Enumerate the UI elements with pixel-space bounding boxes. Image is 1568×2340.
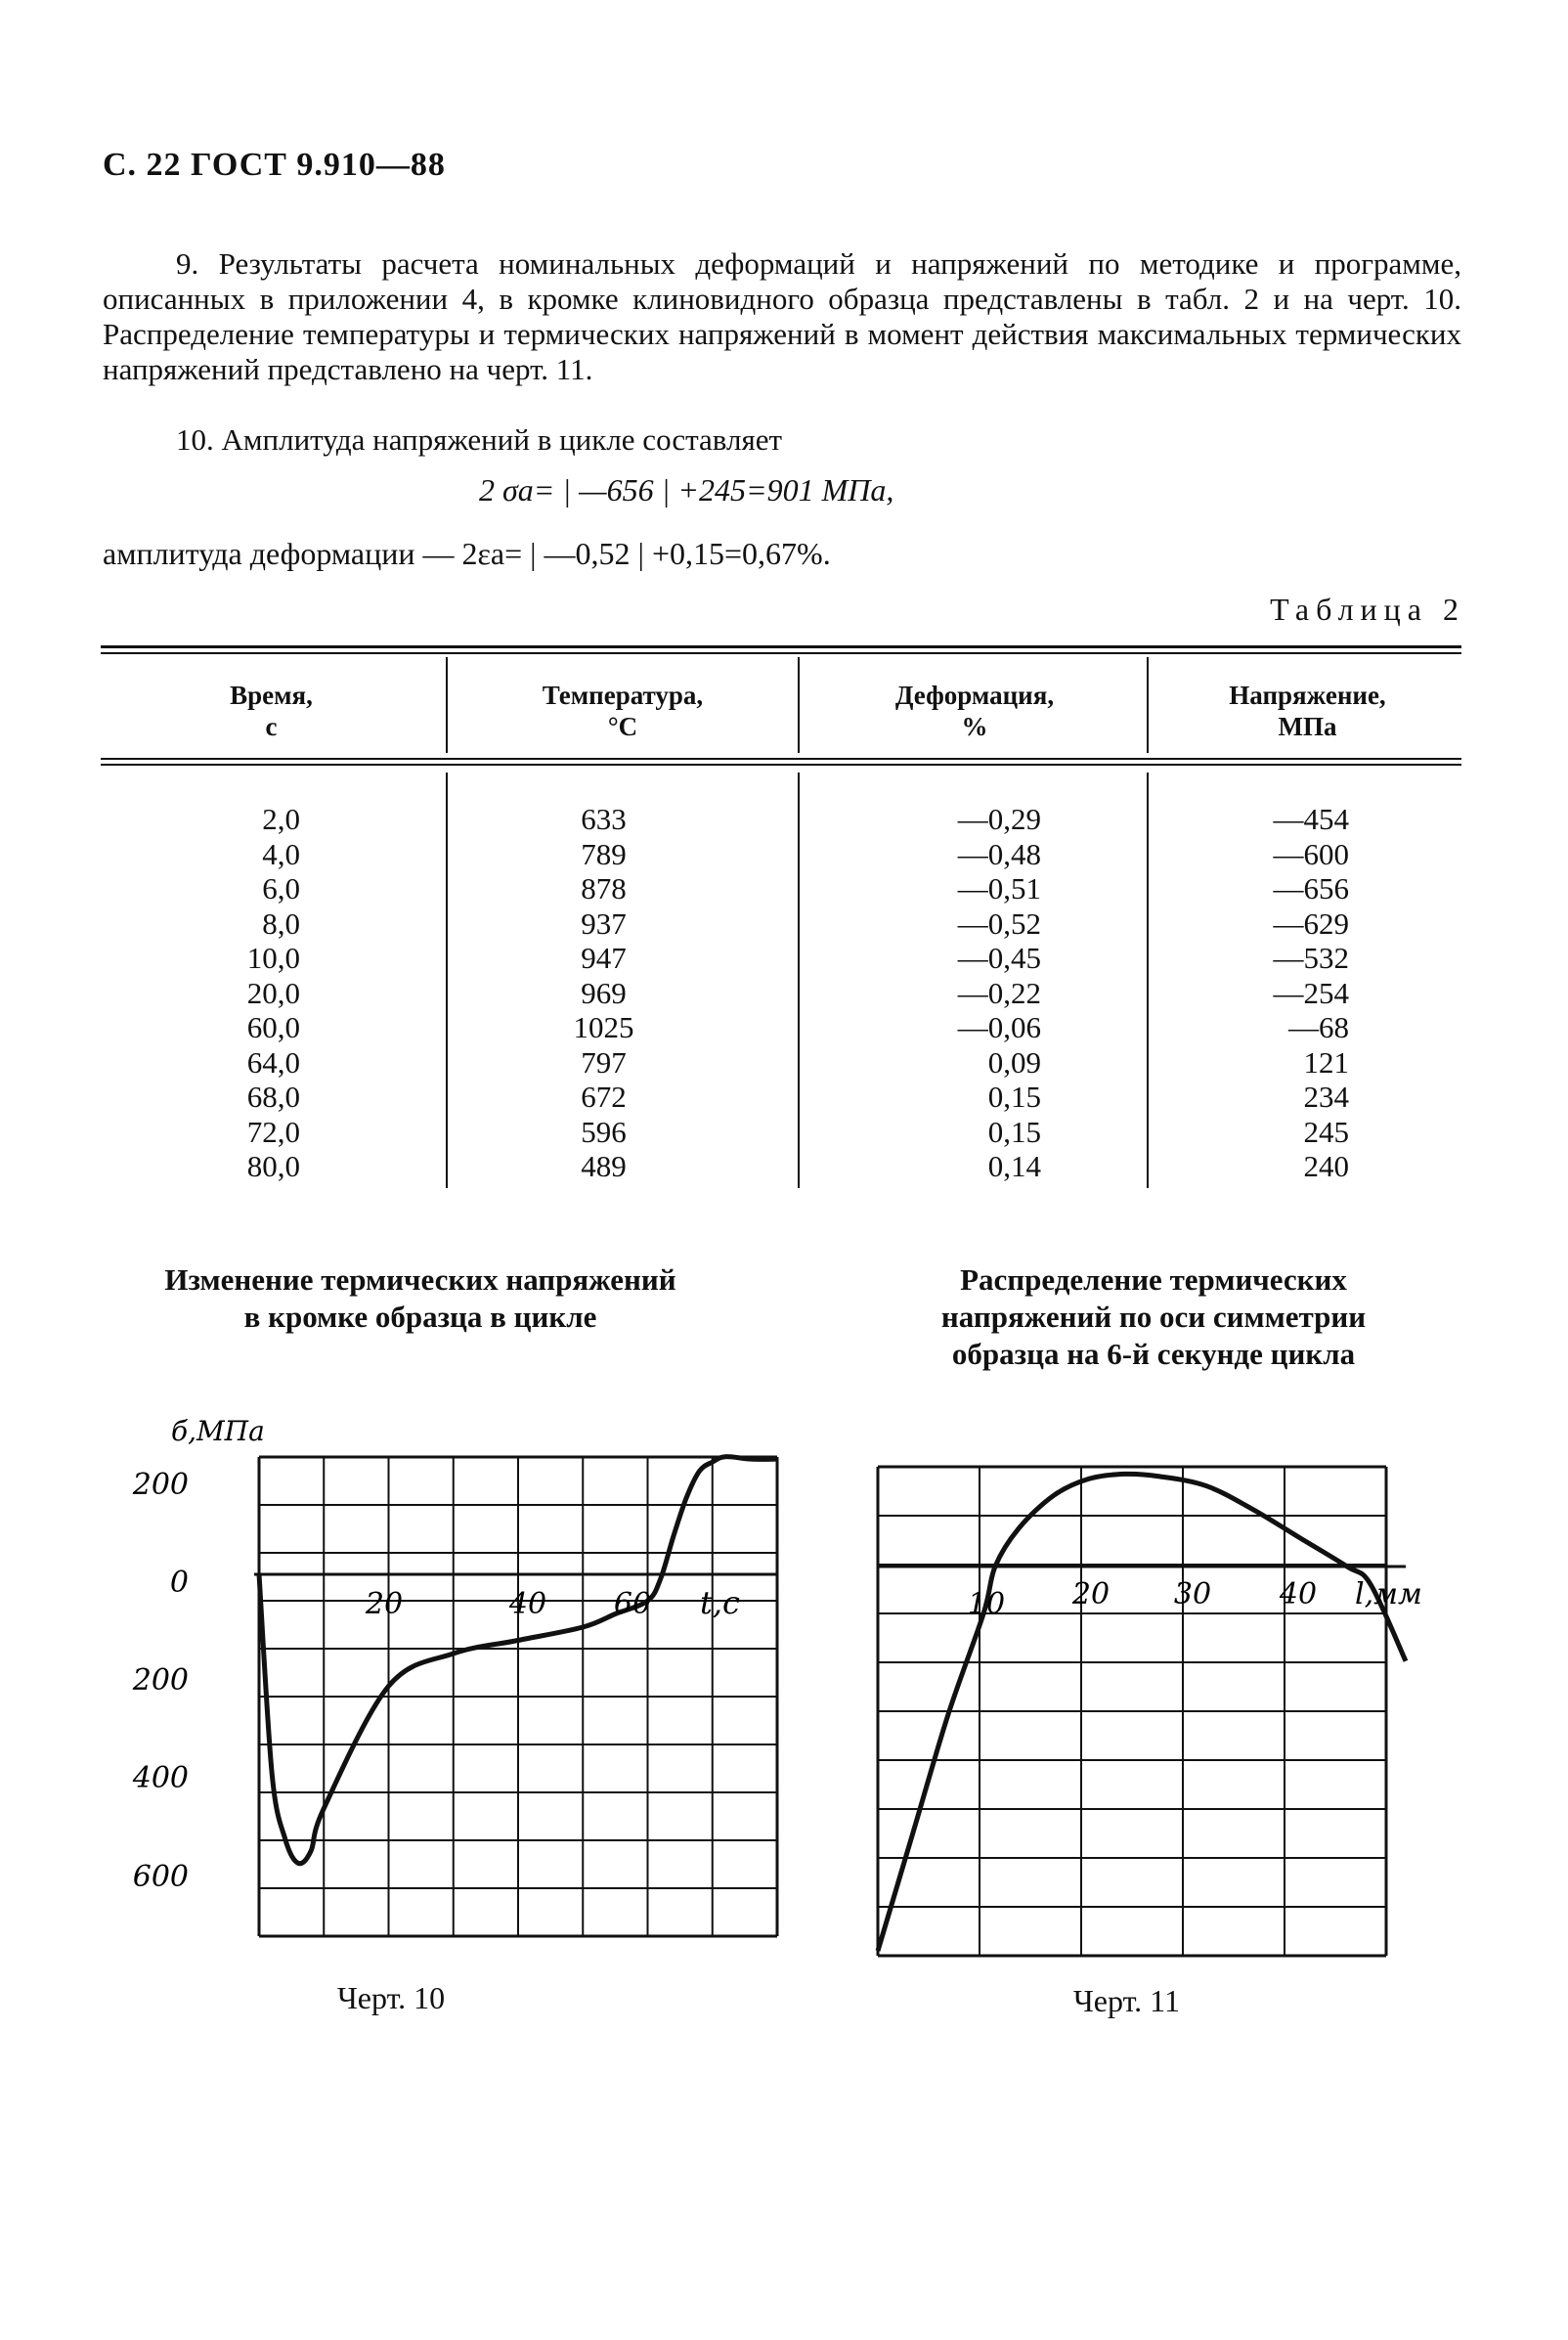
- paragraph-9: 9. Результаты расчета номинальных деформаций и напряжений по методике и программе, описанных в приложении 4, в кромке клиновидного образца представлены в табл. 2 и на черт. 10. Распределение температуры и термических напряжений в момент действия максимальных термических напряжений представлено на черт. 11.: [103, 246, 1461, 386]
- table-col-sep: [446, 773, 448, 1188]
- chart-10-xtick: 40: [508, 1587, 547, 1621]
- table-header-deformation: Деформация, %: [894, 681, 1055, 741]
- table-caption: Таблица 2: [1270, 592, 1465, 627]
- chart-10-ytick: 600: [132, 1860, 189, 1894]
- chart-11-xtick: 30: [1173, 1577, 1212, 1612]
- chart-11-grid: [878, 1467, 1406, 1956]
- chart-11-xtick: 20: [1071, 1577, 1111, 1612]
- stress-amplitude-formula: 2 σa= | —656 | +245=901 МПа,: [479, 472, 894, 508]
- table-col-sep: [1147, 773, 1149, 1188]
- chart-10-ytick: 0: [169, 1566, 189, 1600]
- table-header-stress: Напряжение, МПа: [1229, 681, 1386, 741]
- table-header-rule-2: [101, 764, 1461, 766]
- chart-11-curve: [878, 1474, 1406, 1951]
- paragraph-10: 10. Амплитуда напряжений в цикле составляет: [176, 422, 783, 457]
- deformation-amplitude-line: [103, 536, 831, 572]
- page-header: С. 22 ГОСТ 9.910—88: [103, 147, 446, 183]
- chart-10-caption: Черт. 10: [337, 1980, 446, 2015]
- chart-10-ytick: 400: [132, 1761, 189, 1795]
- table-header-temperature: Температура, °С: [542, 681, 704, 741]
- table-col-sep: [446, 657, 448, 753]
- chart-11-caption: Черт. 11: [1073, 1983, 1180, 2018]
- chart-10-xlabel: t,с: [700, 1584, 740, 1621]
- table-top-rule: [101, 645, 1461, 648]
- table-header-time: Время, с: [230, 681, 313, 741]
- chart-11-xlabel: l,мм: [1355, 1577, 1422, 1612]
- chart-10-xtick: 60: [613, 1587, 652, 1621]
- chart-10-grid: [254, 1457, 777, 1936]
- chart-10-ylabel: б,МПа: [171, 1415, 265, 1447]
- deformation-amplitude-label: амплитуда деформации — 2εa=: [103, 536, 531, 571]
- table-top-rule-2: [101, 652, 1461, 654]
- chart-11: [860, 1457, 1427, 1965]
- chart-10-title: Изменение термических напряжений в кромке образца в цикле: [164, 1262, 676, 1334]
- chart-10-ytick: 200: [132, 1663, 189, 1698]
- table-column-deformation: —0,29 —0,48 —0,51 —0,52 —0,45 —0,22 —0,06 0,09 0,15 0,15 0,14: [957, 802, 1041, 1183]
- table-col-sep: [798, 657, 800, 753]
- chart-10: [132, 1413, 802, 1961]
- table-column-temperature: 633 789 878 937 947 969 1025 797 672 596 489: [573, 802, 634, 1183]
- chart-11-title: Распределение термических напряжений по оси симметрии образца на 6-й секунде цикла: [940, 1262, 1367, 1371]
- table-column-time: 2,0 4,0 6,0 8,0 10,0 20,0 60,0 64,0 68,0 72,0 80,0: [246, 802, 300, 1183]
- chart-10-xtick: 20: [365, 1587, 404, 1621]
- chart-11-xtick: 10: [967, 1587, 1006, 1621]
- deformation-amplitude-value: | —0,52 | +0,15=0,67%.: [530, 536, 831, 571]
- table-header-rule: [101, 758, 1461, 760]
- table-col-sep: [1147, 657, 1149, 753]
- table-col-sep: [798, 773, 800, 1188]
- table-column-stress: —454 —600 —656 —629 —532 —254 —68 121 234 245 240: [1273, 802, 1349, 1183]
- chart-11-xtick: 40: [1279, 1577, 1318, 1612]
- chart-10-ytick: 200: [132, 1468, 189, 1502]
